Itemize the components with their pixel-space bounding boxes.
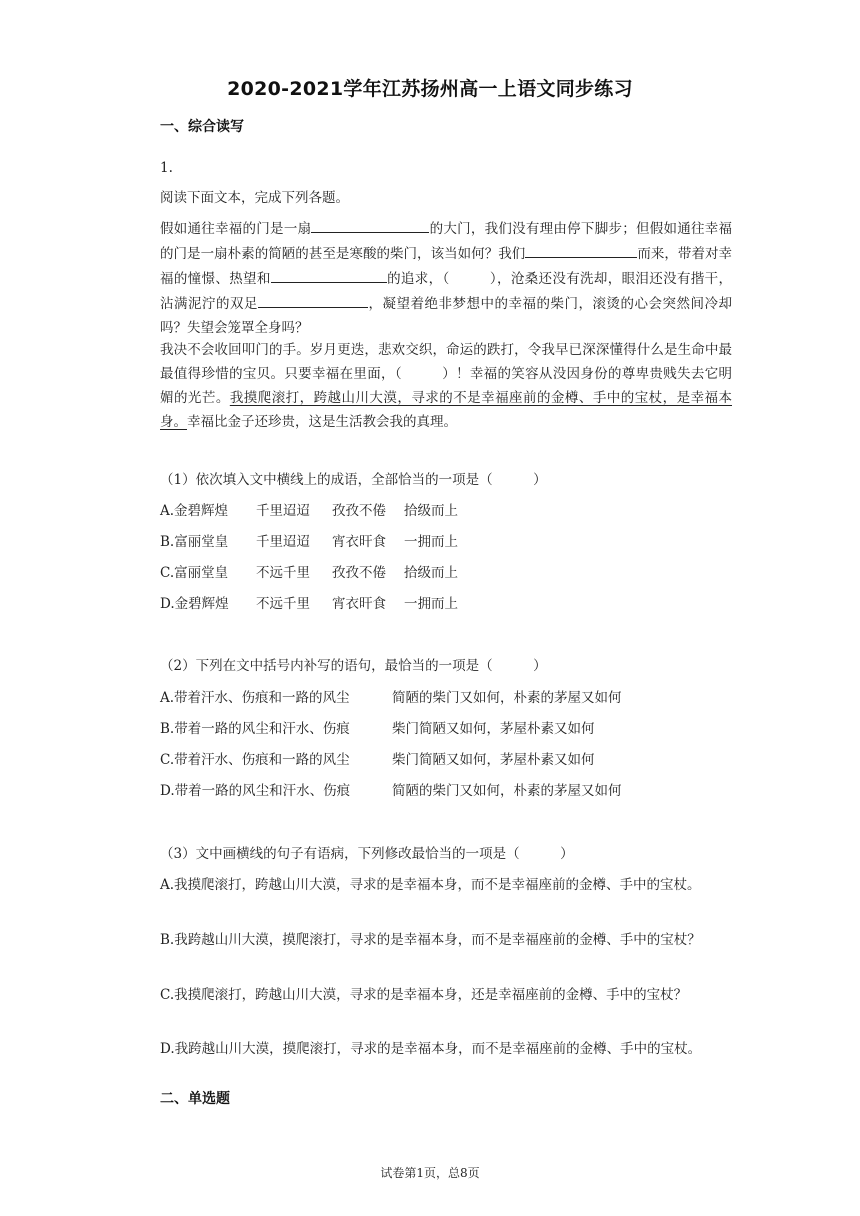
sub3-option-d: D.我跨越山川大漠，摸爬滚打，寻求的是幸福本身，而不是幸福座前的金樽、手中的宝杖。 <box>160 1041 702 1057</box>
option-part: 不远千里 <box>256 596 310 612</box>
question-number: 1. <box>160 160 173 176</box>
sub1-option-c <box>160 561 732 585</box>
option-part: D.金碧辉煌 <box>160 596 229 612</box>
page-footer: 试卷第1页，总8页 <box>380 1166 480 1180</box>
page-title: 2020-2021学年江苏扬州高一上语文同步练习 <box>227 78 633 100</box>
sub-question-1-stem: （1）依次填入文中横线上的成语，全部恰当的一项是（ ） <box>160 472 547 488</box>
passage-text: 而来，带着对幸福的憧憬、热望和 <box>160 246 733 287</box>
sub2-option-a <box>160 686 732 710</box>
option-part: 宵衣旰食 <box>332 596 386 612</box>
option-part: 简陋的柴门又如何，朴素的茅屋又如何 <box>392 783 622 799</box>
passage-text: 的追求，（ <box>386 271 450 287</box>
passage-paragraph-2 <box>160 338 732 434</box>
option-part: 一拥而上 <box>404 534 458 550</box>
fill-blank <box>525 241 637 258</box>
section-heading-1: 一、综合读写 <box>160 119 244 135</box>
passage-paragraph-1 <box>160 216 732 340</box>
sub1-option-d <box>160 592 732 616</box>
passage-text: ），沧桑还没有洗却，眼泪还没有揩干，沾满泥泞的双足 <box>160 271 732 312</box>
fill-blank <box>271 266 387 283</box>
option-part: 宵衣旰食 <box>332 534 386 550</box>
sub3-option-a: A.我摸爬滚打，跨越山川大漠，寻求的是幸福本身，而不是幸福座前的金樽、手中的宝杖。 <box>160 877 701 893</box>
sub3-option-c: C.我摸爬滚打，跨越山川大漠，寻求的是幸福本身，还是幸福座前的金樽、手中的宝杖？ <box>160 987 688 1003</box>
option-part: B.带着一路的风尘和汗水、伤痕 <box>160 721 350 737</box>
sub-question-3-stem: （3）文中画横线的句子有语病，下列修改最恰当的一项是（ ） <box>160 846 574 862</box>
option-part: A.金碧辉煌 <box>160 503 229 519</box>
option-part: 千里迢迢 <box>256 534 310 550</box>
option-part: 一拥而上 <box>404 596 458 612</box>
passage-text: 假如通往幸福的门是一扇 <box>160 221 312 237</box>
sub2-option-c <box>160 748 732 772</box>
option-part: A.带着汗水、伤痕和一路的风尘 <box>160 690 350 706</box>
option-part: 孜孜不倦 <box>332 503 386 519</box>
instruction: 阅读下面文本，完成下列各题。 <box>160 190 349 206</box>
passage-text: ，凝望着绝非梦想中的幸福的柴门，滚烫的心会突然间冷却吗？失望会笼罩全身吗？ <box>160 296 732 336</box>
sub-question-2-stem: （2）下列在文中括号内补写的语句，最恰当的一项是（ ） <box>160 658 547 674</box>
passage-text: 的大门，我们没有理由停下脚步；但假如通往幸福的门是一扇朴素的简陋的甚至是寒酸的柴门，该当如何？我们 <box>160 221 733 262</box>
passage-text: 幸福比金子还珍贵，这是生活教会我的真理。 <box>187 414 457 430</box>
option-part: 不远千里 <box>256 565 310 581</box>
sub1-option-a <box>160 499 732 523</box>
underlined-sentence: 我摸爬滚打，跨越山川大漠，寻求的不是幸福座前的金樽、手中的宝杖，是幸福本身。 <box>160 390 732 430</box>
option-part: 拾级而上 <box>404 503 458 519</box>
fill-blank <box>258 291 368 308</box>
option-part: 柴门简陋又如何，茅屋朴素又如何 <box>392 752 595 768</box>
passage-text: ）！幸福的笑容从没因身份的尊卑贵贱失去它明媚的光芒。 <box>160 366 733 406</box>
option-part: 孜孜不倦 <box>332 565 386 581</box>
option-part: 简陋的柴门又如何，朴素的茅屋又如何 <box>392 690 622 706</box>
fill-blank <box>311 216 429 233</box>
option-part: B.富丽堂皇 <box>160 534 229 550</box>
passage-text: 我决不会收回叩门的手。岁月更迭，悲欢交织，命运的跌打，令我早已深深懂得什么是生命中最最值得珍惜的宝贝。只要幸福在里面，（ <box>160 342 732 382</box>
option-part: C.富丽堂皇 <box>160 565 229 581</box>
section-heading-2: 二、单选题 <box>160 1091 230 1107</box>
sub3-option-b: B.我跨越山川大漠，摸爬滚打，寻求的是幸福本身，而不是幸福座前的金樽、手中的宝杖？ <box>160 932 701 948</box>
option-part: C.带着汗水、伤痕和一路的风尘 <box>160 752 350 768</box>
sub2-option-d <box>160 779 732 803</box>
option-part: 拾级而上 <box>404 565 458 581</box>
option-part: D.带着一路的风尘和汗水、伤痕 <box>160 783 351 799</box>
option-part: 千里迢迢 <box>256 503 310 519</box>
option-part: 柴门简陋又如何，茅屋朴素又如何 <box>392 721 595 737</box>
sub1-option-b <box>160 530 732 554</box>
sub2-option-b <box>160 717 732 741</box>
